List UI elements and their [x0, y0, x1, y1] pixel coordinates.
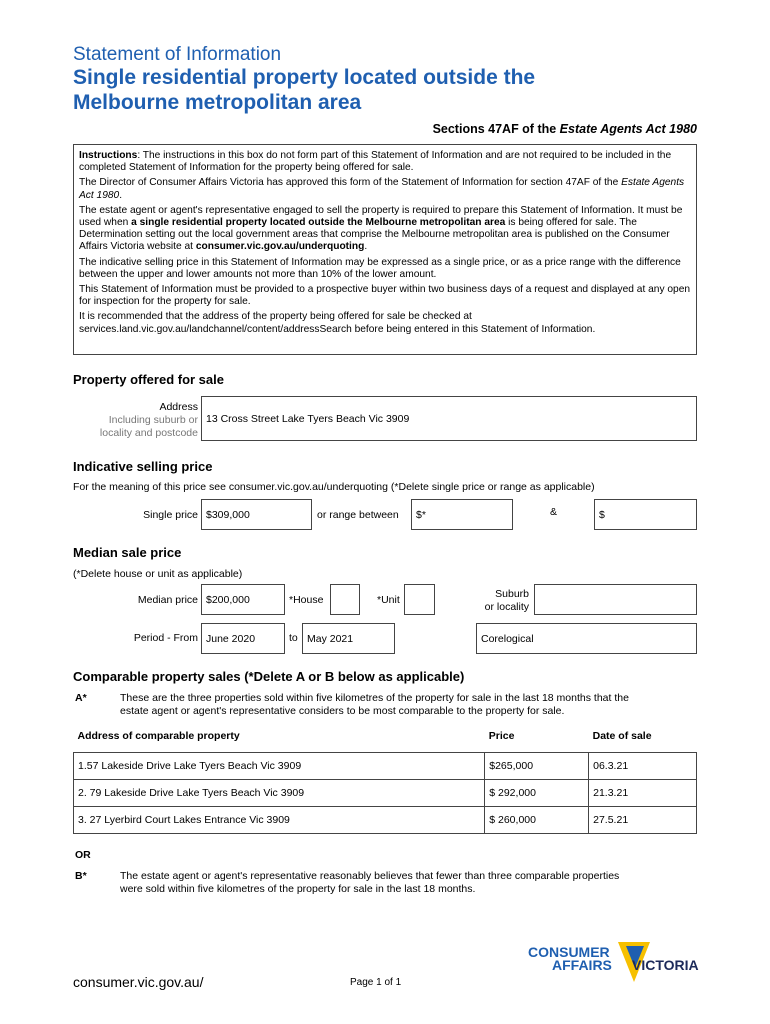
median-price-field[interactable]: $200,000: [201, 584, 285, 615]
house-checkbox[interactable]: [330, 584, 360, 615]
p2-text: The Director of Consumer Affairs Victoria has approved this form of the Statement of Information for section 47AF of the: [79, 177, 622, 189]
table-row: [74, 807, 697, 834]
address-label-line-3: locality and postcode: [99, 427, 198, 439]
unit-checkbox[interactable]: [404, 584, 435, 615]
table-row: [74, 780, 697, 807]
option-b-text: [120, 870, 697, 896]
source-field[interactable]: Corelogical: [476, 623, 697, 654]
comparable-price-cell[interactable]: $265,000: [485, 753, 589, 780]
property-heading: Property offered for sale: [73, 372, 224, 387]
table-row: [74, 753, 697, 780]
option-b-text-line-2: were sold within five kilometres of the property for sale in the last 18 months.: [120, 883, 476, 895]
median-note: (*Delete house or unit as applicable): [73, 568, 243, 580]
unit-label: *Unit: [377, 594, 400, 606]
p3-end: .: [364, 241, 368, 253]
suburb-label-line-2: or locality: [484, 601, 529, 613]
period-from-label: Period - From: [133, 632, 198, 644]
address-field[interactable]: 13 Cross Street Lake Tyers Beach Vic 3909: [201, 396, 697, 441]
logo-text-affairs: AFFAIRS: [552, 957, 612, 973]
logo-text-consumer: CONSUMER: [528, 944, 610, 960]
underquoting-link[interactable]: consumer.vic.gov.au/underquoting: [195, 241, 365, 253]
column-header-address: Address of comparable property: [77, 730, 240, 742]
footer-url[interactable]: consumer.vic.gov.au/: [73, 974, 204, 990]
column-header-date: Date of sale: [592, 730, 652, 742]
p3-bold: a single residential property located outside the Melbourne metropolitan area: [131, 217, 506, 229]
indicative-heading: Indicative selling price: [73, 459, 213, 474]
option-a-text-line-1: These are the three properties sold within five kilometres of the property for sale in the last 18 months that the: [120, 692, 629, 704]
p3-a: The estate agent or agent's representative engaged to sell the property is required to prepare this Statement of Information. It must be used when: [79, 204, 683, 229]
suburb-field[interactable]: [534, 584, 697, 615]
range-from-field[interactable]: $*: [411, 499, 513, 530]
form-title-line-1: Single residential property located outside the: [73, 66, 536, 89]
range-to-field[interactable]: $: [594, 499, 697, 530]
instructions-box: [73, 144, 697, 355]
suburb-label: [440, 588, 529, 614]
logo-text-victoria: VICTORIA: [632, 957, 699, 973]
single-price-label: Single price: [143, 509, 198, 521]
house-label: *House: [289, 594, 324, 606]
instructions-paragraph-3: [79, 205, 692, 254]
address-label: [73, 401, 198, 440]
sections-reference: [433, 122, 697, 136]
column-header-price: Price: [488, 730, 515, 742]
indicative-note: For the meaning of this price see consumer.vic.gov.au/underquoting (*Delete single price or range as applicable): [73, 481, 595, 493]
comparable-date-cell[interactable]: 06.3.21: [589, 753, 697, 780]
logo-graphic: [528, 942, 703, 986]
option-a-label: A*: [75, 692, 87, 704]
range-ampersand: &: [550, 506, 558, 518]
instructions-paragraph-1: [79, 150, 692, 174]
comparable-price-cell[interactable]: $ 260,000: [485, 807, 589, 834]
median-price-label: Median price: [137, 594, 198, 606]
comparable-address-cell[interactable]: 2. 79 Lakeside Drive Lake Tyers Beach Vic 3909: [74, 780, 485, 807]
period-from-field[interactable]: June 2020: [201, 623, 285, 654]
comparable-address-cell[interactable]: 3. 27 Lyerbird Court Lakes Entrance Vic 3909: [74, 807, 485, 834]
comparable-date-cell[interactable]: 21.3.21: [589, 780, 697, 807]
option-b-text-line-1: The estate agent or agent's representative reasonably believes that fewer than three comparable properties: [120, 870, 620, 882]
instructions-paragraph-4: The indicative selling price in this Statement of Information may be expressed as a single price, or as a price range with the difference between the upper and lower amounts not more than 10% of the lower amount.: [79, 256, 681, 280]
comparable-address-cell[interactable]: 1.57 Lakeside Drive Lake Tyers Beach Vic 3909: [74, 753, 485, 780]
option-a-text: [120, 692, 697, 718]
median-heading: Median sale price: [73, 545, 182, 560]
range-label: or range between: [317, 509, 399, 521]
instructions-paragraph-2: [79, 177, 692, 201]
suburb-label-line-1: Suburb: [495, 588, 529, 600]
form-supertitle: Statement of Information: [73, 44, 282, 65]
period-to-field[interactable]: May 2021: [302, 623, 395, 654]
sections-prefix: Sections 47AF of the: [432, 122, 560, 136]
page-number: Page 1 of 1: [350, 977, 402, 988]
address-label-line-2: Including suburb or: [108, 414, 198, 426]
option-a-text-line-2: estate agent or agent's representative considers to be most comparable to the property for sale.: [120, 705, 565, 717]
comparable-header-row: [74, 726, 697, 746]
comparable-price-cell[interactable]: $ 292,000: [485, 780, 589, 807]
sections-act: Estate Agents Act 1980: [559, 122, 697, 136]
form-title: [73, 65, 673, 115]
instructions-text: : The instructions in this box do not form part of this Statement of Information and are not required to be included in the completed Statement of Information for the property being offered for sale.: [79, 150, 672, 174]
period-to-label: to: [289, 632, 298, 644]
single-price-field[interactable]: $309,000: [201, 499, 312, 530]
comparable-table: [73, 726, 697, 834]
instructions-paragraph-5: This Statement of Information must be provided to a prospective buyer within two business days of a request and displayed at any open for inspection for the property for sale.: [79, 284, 691, 308]
form-title-line-2: Melbourne metropolitan area: [73, 91, 362, 114]
or-label: OR: [75, 849, 91, 861]
consumer-affairs-victoria-logo: [528, 942, 703, 986]
instructions-paragraph-6: It is recommended that the address of the property being offered for sale be checked at services.land.vic.gov.au/landchannel/content/addressSearch before being entered in this Statement of Information.: [79, 311, 596, 335]
p3-b: is being offered for sale. The Determination setting out the local government areas that comprise the Melbourne metropolitan area is published on the Consumer Affairs Victoria website at: [79, 217, 670, 253]
option-b-label: B*: [75, 870, 87, 882]
instructions-label: Instructions: [79, 150, 138, 161]
comparable-date-cell[interactable]: 27.5.21: [589, 807, 697, 834]
address-label-line-1: Address: [159, 401, 198, 413]
p2-end: .: [119, 189, 123, 201]
comparable-heading: Comparable property sales (*Delete A or B below as applicable): [73, 669, 465, 684]
p2-act: Estate Agents Act 1980: [79, 177, 685, 201]
